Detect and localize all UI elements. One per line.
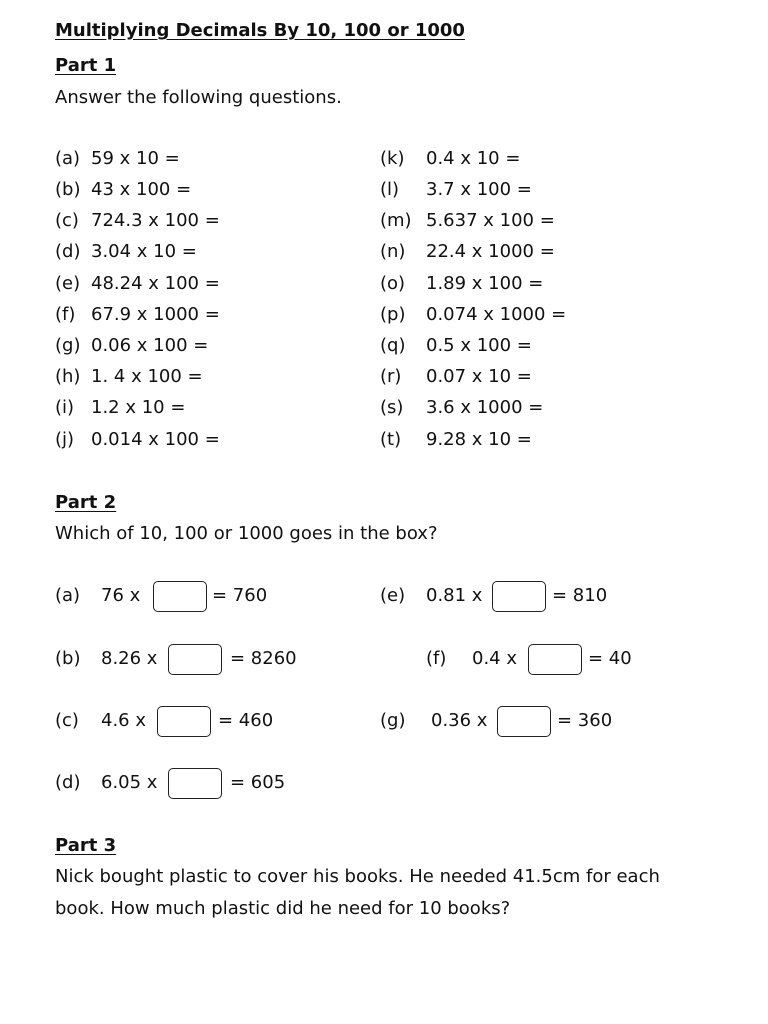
question-expression: 1. 4 x 100 = — [91, 366, 203, 387]
question-left-expression: 6.05 x — [101, 772, 158, 793]
question-label: (e) — [380, 585, 406, 606]
question-right-expression: = 760 — [212, 585, 268, 606]
question-label: (f) — [426, 648, 447, 669]
question-label: (b) — [55, 179, 81, 200]
question-expression: 9.28 x 10 = — [426, 429, 532, 450]
question-right-expression: = 810 — [552, 585, 608, 606]
question-label: (m) — [380, 210, 412, 231]
question-expression: 43 x 100 = — [91, 179, 192, 200]
question-expression: 1.2 x 10 = — [91, 397, 186, 418]
part3-text-line-1: Nick bought plastic to cover his books. He needed 41.5cm for each — [55, 866, 660, 887]
question-label: (k) — [380, 148, 405, 169]
question-label: (j) — [55, 429, 75, 450]
question-expression: 5.637 x 100 = — [426, 210, 555, 231]
part3-heading: Part 3 — [55, 835, 117, 856]
question-right-expression: = 360 — [557, 710, 613, 731]
question-right-expression: = 40 — [588, 648, 632, 669]
question-left-expression: 76 x — [101, 585, 141, 606]
question-label: (b) — [55, 648, 81, 669]
question-label: (i) — [55, 397, 75, 418]
question-label: (r) — [380, 366, 402, 387]
worksheet-title: Multiplying Decimals By 10, 100 or 1000 — [55, 20, 465, 41]
part1-instruction: Answer the following questions. — [55, 87, 342, 108]
question-label: (g) — [380, 710, 406, 731]
answer-box[interactable] — [497, 706, 551, 737]
question-right-expression: = 605 — [230, 772, 286, 793]
question-expression: 3.6 x 1000 = — [426, 397, 544, 418]
question-label: (q) — [380, 335, 406, 356]
question-expression: 1.89 x 100 = — [426, 273, 544, 294]
part2-instruction: Which of 10, 100 or 1000 goes in the box? — [55, 523, 438, 544]
question-label: (f) — [55, 304, 76, 325]
question-expression: 22.4 x 1000 = — [426, 241, 555, 262]
question-expression: 0.5 x 100 = — [426, 335, 532, 356]
question-label: (e) — [55, 273, 81, 294]
answer-box[interactable] — [492, 581, 546, 612]
part1-heading: Part 1 — [55, 55, 117, 76]
question-label: (s) — [380, 397, 404, 418]
question-left-expression: 0.36 x — [431, 710, 488, 731]
question-expression: 3.7 x 100 = — [426, 179, 532, 200]
question-expression: 0.06 x 100 = — [91, 335, 209, 356]
answer-box[interactable] — [168, 768, 222, 799]
question-expression: 0.4 x 10 = — [426, 148, 521, 169]
question-expression: 724.3 x 100 = — [91, 210, 220, 231]
question-label: (g) — [55, 335, 81, 356]
question-expression: 0.074 x 1000 = — [426, 304, 567, 325]
part3-text-line-2: book. How much plastic did he need for 10 books? — [55, 898, 511, 919]
question-label: (d) — [55, 241, 81, 262]
question-left-expression: 8.26 x — [101, 648, 158, 669]
question-expression: 48.24 x 100 = — [91, 273, 220, 294]
part2-heading: Part 2 — [55, 492, 117, 513]
question-label: (a) — [55, 585, 81, 606]
question-expression: 59 x 10 = — [91, 148, 180, 169]
question-expression: 0.014 x 100 = — [91, 429, 220, 450]
answer-box[interactable] — [528, 644, 582, 675]
question-label: (c) — [55, 710, 79, 731]
question-label: (d) — [55, 772, 81, 793]
answer-box[interactable] — [153, 581, 207, 612]
question-left-expression: 4.6 x — [101, 710, 146, 731]
question-left-expression: 0.4 x — [472, 648, 517, 669]
question-expression: 67.9 x 1000 = — [91, 304, 220, 325]
question-label: (l) — [380, 179, 400, 200]
question-right-expression: = 8260 — [230, 648, 297, 669]
question-label: (h) — [55, 366, 81, 387]
question-expression: 0.07 x 10 = — [426, 366, 532, 387]
question-label: (t) — [380, 429, 402, 450]
question-label: (c) — [55, 210, 79, 231]
question-label: (o) — [380, 273, 406, 294]
question-label: (p) — [380, 304, 406, 325]
question-label: (a) — [55, 148, 81, 169]
answer-box[interactable] — [157, 706, 211, 737]
question-label: (n) — [380, 241, 406, 262]
question-expression: 3.04 x 10 = — [91, 241, 197, 262]
answer-box[interactable] — [168, 644, 222, 675]
question-left-expression: 0.81 x — [426, 585, 483, 606]
question-right-expression: = 460 — [218, 710, 274, 731]
